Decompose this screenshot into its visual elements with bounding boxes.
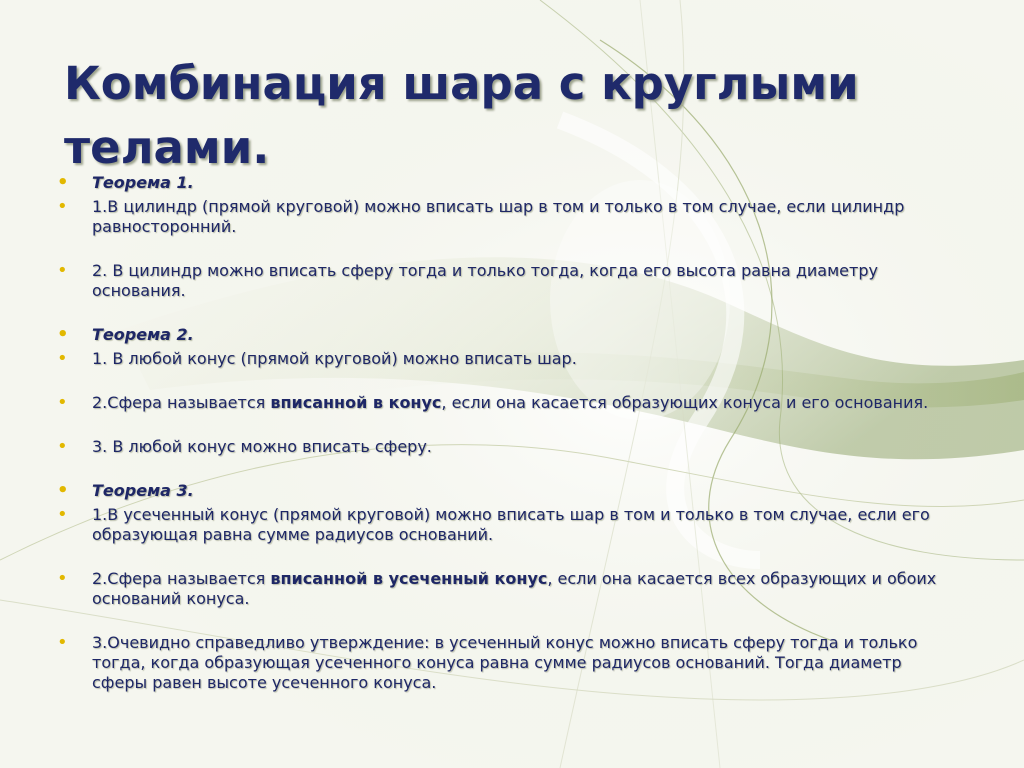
bullet-icon: • [57, 324, 69, 345]
list-item-theorem-2: • Теорема 2. [57, 324, 194, 345]
list-item: • 2.Сфера называется вписанной в усеченный конус, если она касается всех образующих и обоих оснований конуса. [57, 568, 937, 608]
list-item: • 1. В любой конус (прямой круговой) можно вписать шар. [57, 348, 577, 369]
list-item: • 1.В усеченный конус (прямой круговой) можно вписать шар в том и только в том случае, если его образующая равна сумме радиусов оснований. [57, 504, 930, 544]
theorem-list [54, 173, 954, 693]
list-item-theorem-1: • Теорема 1. [57, 172, 194, 193]
list-item: • 3.Очевидно справедливо утверждение: в усеченный конус можно вписать сферу тогда и только тогда, когда образующая усеченного конуса равна сумме радиусов оснований. Тогда диаметр сферы равен высоте усеченного конуса. [57, 632, 918, 692]
list-item-theorem-3: • Теорема 3. [57, 480, 194, 501]
bullet-icon: • [57, 632, 68, 653]
bullet-icon: • [57, 480, 69, 501]
bold-term: вписанной в конус [270, 393, 442, 412]
list-item: • 1.В цилиндр (прямой круговой) можно вписать шар в том и только в том случае, если цилиндр равносторонний. [57, 196, 905, 236]
bullet-icon: • [57, 504, 68, 525]
bullet-icon: • [57, 568, 68, 589]
list-item: • 2.Сфера называется вписанной в конус, если она касается образующих конуса и его основания. [57, 392, 929, 413]
bold-term: вписанной в усеченный конус [270, 569, 548, 588]
bullet-icon: • [57, 260, 68, 281]
list-item: • 2. В цилиндр можно вписать сферу тогда и только тогда, когда его высота равна диаметру основания. [57, 260, 878, 300]
bullet-icon: • [57, 436, 68, 457]
list-item: • 3. В любой конус можно вписать сферу. [57, 436, 432, 457]
bullet-icon: • [57, 196, 68, 217]
bullet-icon: • [57, 172, 69, 193]
bullet-icon: • [57, 392, 68, 413]
bullet-icon: • [57, 348, 68, 369]
slide-title: Комбинация шара с круглыми телами. [64, 57, 859, 174]
